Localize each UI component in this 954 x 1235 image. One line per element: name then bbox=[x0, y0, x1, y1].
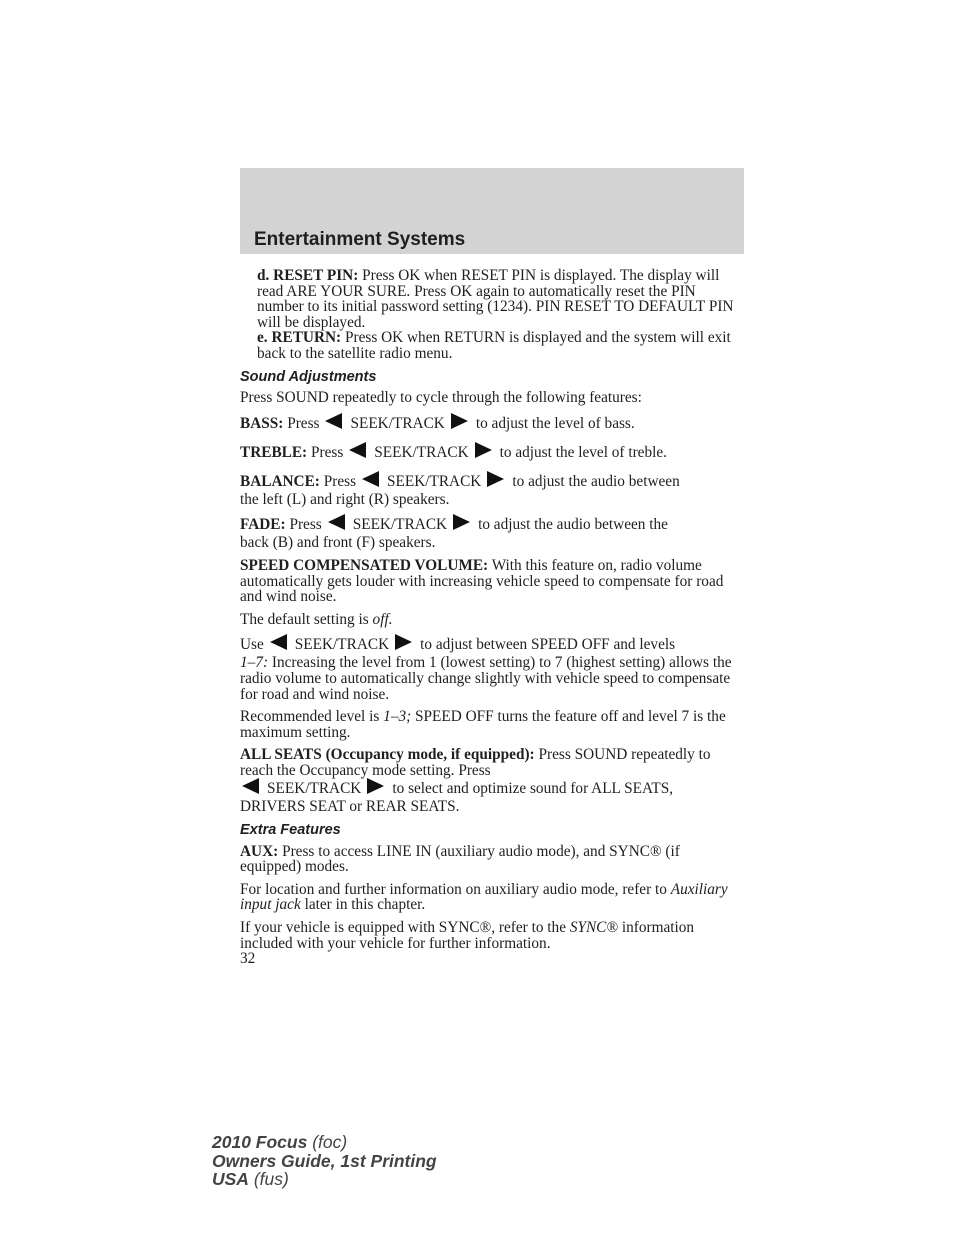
seek-left-icon bbox=[362, 471, 379, 487]
page-content bbox=[240, 268, 744, 967]
seek-left-icon bbox=[349, 442, 366, 458]
all-seats-item: ALL SEATS (Occupancy mode, if equipped): Press SOUND repeatedly to reach the Occupancy mode setting. Press SEEK/TRACK to select and optimize sound for ALL SEATS, DRIVERS SEAT or REAR SEATS. bbox=[240, 746, 711, 816]
section-header-band bbox=[240, 168, 744, 254]
treble-item: TREBLE: Press SEEK/TRACK to adjust the level of treble. bbox=[240, 443, 667, 461]
seek-right-icon bbox=[395, 634, 412, 650]
extra-features-heading: Extra Features bbox=[240, 822, 341, 839]
seek-left-icon bbox=[325, 413, 342, 429]
seek-left-icon bbox=[328, 514, 345, 530]
seek-right-icon bbox=[487, 471, 504, 487]
sound-adjustments-heading: Sound Adjustments bbox=[240, 368, 377, 385]
fade-item: FADE: Press SEEK/TRACK to adjust the audio between the back (B) and front (F) speakers. bbox=[240, 516, 668, 552]
aux-item: AUX: Press to access LINE IN (auxiliary audio mode), and SYNC® (if equipped) modes. bbox=[240, 842, 680, 876]
section-title: Entertainment Systems bbox=[254, 229, 466, 250]
use-levels-item: Use SEEK/TRACK to adjust between SPEED OFF and levels 1–7: Increasing the level from 1 (lowest setting) to 7 (highest setting) allows the radio volume to automatically change slightly with vehicle speed to compensate for road and wind noise. bbox=[240, 636, 732, 703]
recommended-level: Recommended level is 1–3; SPEED OFF turns the feature off and level 7 is the maximum setting. bbox=[240, 708, 726, 741]
seek-left-icon bbox=[242, 778, 259, 794]
page-number: 32 bbox=[240, 950, 256, 968]
menu-items-continued bbox=[240, 268, 744, 362]
seek-right-icon bbox=[453, 514, 470, 530]
footer-print-info: 2010 Focus (foc) Owners Guide, 1st Printing USA (fus) bbox=[212, 1132, 437, 1189]
seek-right-icon bbox=[451, 413, 468, 429]
balance-item: BALANCE: Press SEEK/TRACK to adjust the audio between the left (L) and right (R) speakers. bbox=[240, 472, 680, 508]
bass-item: BASS: Press SEEK/TRACK to adjust the level of bass. bbox=[240, 414, 635, 432]
sound-intro: Press SOUND repeatedly to cycle through the following features: bbox=[240, 389, 642, 407]
return-item: e. RETURN: Press OK when RETURN is displayed and the system will exit back to the satellite radio menu. bbox=[257, 329, 731, 362]
sync-info: If your vehicle is equipped with SYNC®, refer to the SYNC® information included with your vehicle for further information. bbox=[240, 919, 695, 952]
seek-left-icon bbox=[270, 634, 287, 650]
aux-location-info: For location and further information on auxiliary audio mode, refer to Auxiliary input jack later in this chapter. bbox=[240, 880, 728, 914]
speed-compensated-volume-item: SPEED COMPENSATED VOLUME: With this feature on, radio volume automatically gets louder with increasing vehicle speed to compensate for road and wind noise. bbox=[240, 556, 724, 606]
seek-right-icon bbox=[475, 442, 492, 458]
reset-pin-item: d. RESET PIN: Press OK when RESET PIN is displayed. The display will read ARE YOUR SURE. Press OK again to automatically reset the PIN number to its initial password setting (1234). PIN RESET TO DEFAULT PIN will be displayed. bbox=[257, 267, 734, 331]
seek-right-icon bbox=[367, 778, 384, 794]
default-setting: The default setting is off. bbox=[240, 610, 393, 628]
